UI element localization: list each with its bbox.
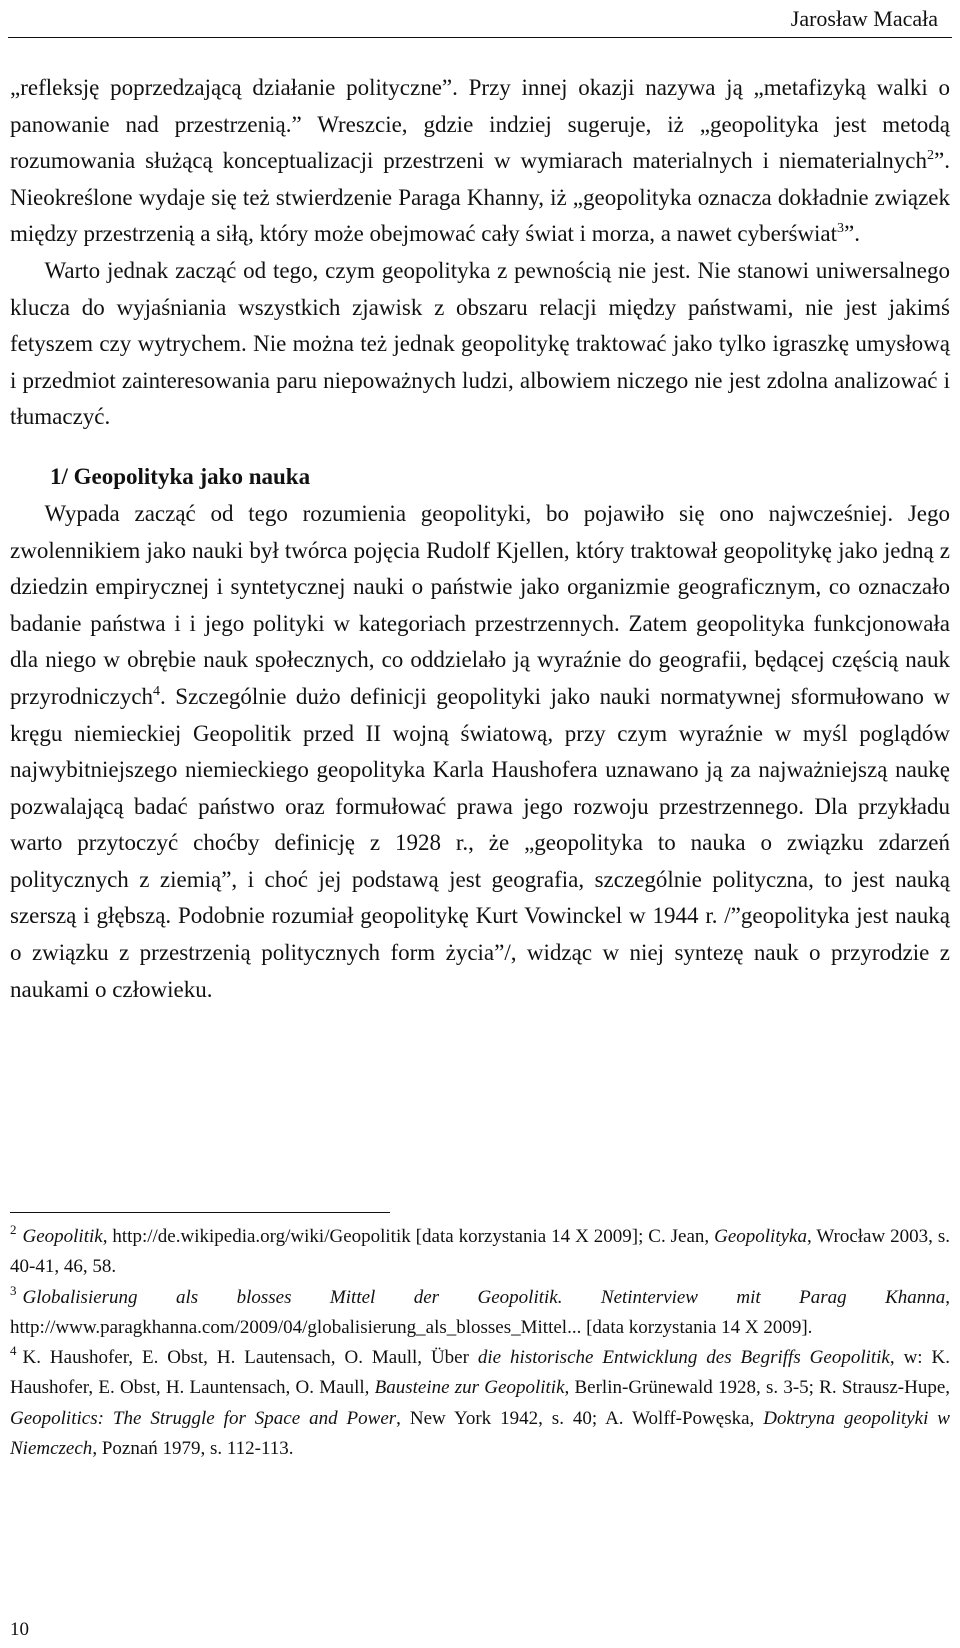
footnote-separator bbox=[10, 1212, 390, 1213]
footnote-ref-2: 2 bbox=[927, 148, 935, 164]
section-heading: 1/ Geopolityka jako nauka bbox=[50, 463, 311, 489]
footnotes bbox=[10, 1222, 950, 1464]
header-author: Jarosław Macała bbox=[790, 6, 938, 31]
paragraph-2: Warto jednak zacząć od tego, czym geopolityka z pewnością nie jest. Nie stanowi uniwersalnego klucza do wyjaśniania wszystkich zjawisk z obszaru relacji między państwami, nie jest jakimś fetyszem czy wytrychem. Nie można też jednak geopolitykę traktować jako tylko igraszkę umysłową i przedmiot zainteresowania paru niepoważnych ludzi, albowiem niczego nie jest zdolna analizować i tłumaczyć. bbox=[10, 257, 950, 430]
footnote-3: $^3$ Globalisierung als blosses Mittel der Geopolitik. Netinterview mit Parag Khanna, http://www.paragkhanna.com/2009/04/globalisierung_als_blosses_Mittel... [data korzystania 14 X 2009]. bbox=[10, 1282, 950, 1338]
paragraph-1: „refleksję poprzedzającą działanie polityczne”. Przy innej okazji nazywa ją „metafizyką walki o panowanie nad przestrzenią.” Wreszcie, gdzie indziej sugeruje, iż „geopolityka jest metodą rozumowania służącą konceptualizacji przestrzeni w wymiarach materialnych i niematerialnych$^2$”. Nieokreślone wydaje się też stwierdzenie Paraga Khanny, iż „geopolityka oznacza dokładnie związek między przestrzenią a siłą, który może obejmować cały świat i morza, a nawet cyberświat$^3$”. bbox=[10, 75, 950, 247]
running-header bbox=[8, 4, 952, 38]
paragraph-3: Wypada zacząć od tego rozumienia geopolityki, bo pojawiło się ono najwcześniej. Jego zwolennikiem jako nauki był twórca pojęcia Rudolf Kjellen, który traktował geopolitykę jako jedną z dziedzin empirycznej i syntetycznej nauki o państwie jako organizmie geograficznym, co oznaczało badanie państwa i i jego polityki w kategoriach przestrzennych. Zatem geopolityka funkcjonowała dla niego w obrębie nauk społecznych, co oddzielało ją wyraźnie do geografii, będącej częścią nauk przyrodniczych$^4$. Szczególnie dużo definicji geopolityki jako nauki normatywnej sformułowano w kręgu niemieckiej Geopolitik przed II wojną światową, przy czym wyraźnie w myśl poglądów najwybitniejszego niemieckiego geopolityka Karla Haushofera uznawano ją za najważniejszą naukę pozwalającą badać państwo oraz formułować prawa jego rozwoju przestrzennego. Dla przykładu warto przytoczyć choćby definicję z 1928 r., że „geopolityka to nauka o związku zdarzeń politycznych z ziemią”, i choć jej podstawą jest geografia, szczególnie polityczna, to jest nauką szerszą i głębszą. Podobnie rozumiał geopolitykę Kurt Vowinckel w 1944 r. /”geopolityka jest nauką o związku z przestrzenią politycznych form życia”/, widząc w niej syntezę nauk o przyrodzie z naukami o człowieku. bbox=[10, 500, 950, 1002]
body-text bbox=[10, 70, 950, 1008]
page-number: 10 bbox=[10, 1619, 29, 1640]
footnote-4: $^4$ K. Haushofer, E. Obst, H. Lautensach, O. Maull, Über die historische Entwicklung des Begriffs Geopolitik, w: K. Haushofer, E. Obst, H. Launtensach, O. Maull, Bausteine zur Geopolitik, Berlin-Grünewald 1928, s. 3-5; R. Strausz-Hupe, Geopolitics: The Struggle for Space and Power, New York 1942, s. 40; A. Wolff-Powęska, Doktryna geopolityki w Niemczech, Poznań 1979, s. 112-113. bbox=[10, 1343, 950, 1460]
footnote-ref-3: 3 bbox=[837, 221, 845, 237]
footnote-2: $^2$ Geopolitik, http://de.wikipedia.org/wiki/Geopolitik [data korzystania 14 X 2009]; C. Jean, Geopolityka, Wrocław 2003, s. 40-41, 46, 58. bbox=[10, 1222, 950, 1278]
header-rule bbox=[8, 37, 952, 38]
footnote-ref-4: 4 bbox=[153, 683, 161, 699]
